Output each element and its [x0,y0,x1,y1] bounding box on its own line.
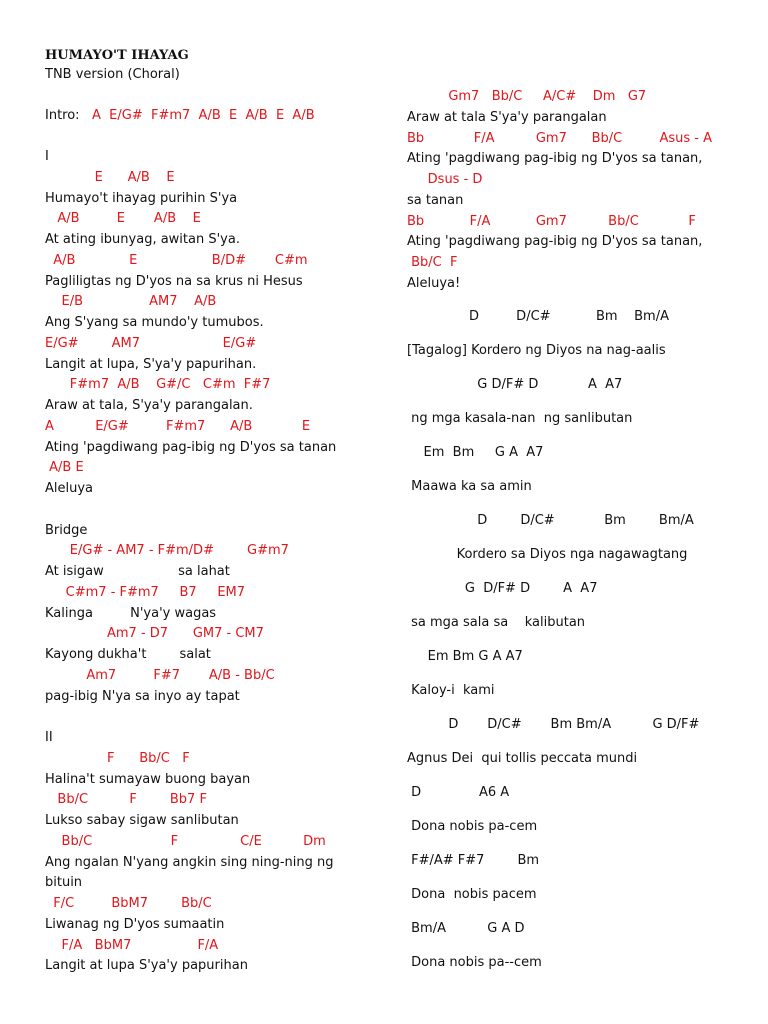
chord-line: Bb/C F C/E Dm [45,833,326,849]
chord-line: F#m7 A/B G#/C C#m F#7 [45,377,271,393]
chord-line: F/A BbM7 F/A [45,937,219,953]
chord-line: Dsus - D [407,172,483,187]
lyric-line: Langit at lupa S'ya'y papurihan [45,958,248,974]
lyric-line: Dona nobis pa-cem [407,819,538,834]
chord-line: Gm7 Bb/C A/C# Dm G7 [407,89,647,104]
lyric-line: sa tanan [407,192,464,208]
chord-line: E/G# AM7 E/G# [45,335,257,351]
lyric-line: Ang S'yang sa mundo'y tumubos. [45,315,264,330]
chord-line: A/B E [45,460,84,476]
lyric-line: D D/C# Bm Bm/A G D/F# [407,717,700,732]
lyric-line: G D/F# D A A7 [407,377,623,392]
chord-line: A E/G# F#m7 A/B E [45,418,311,434]
lyric-line: Em Bm G A A7 [407,649,523,664]
lyric-line: At isigaw sa lahat [45,564,230,579]
lyric-line: Halina't sumayaw buong bayan [45,771,251,787]
lyric-line: Ating 'pagdiwang pag-ibig ng D'yos sa tanan, [407,234,703,250]
chord-line: C#m7 - F#m7 B7 EM7 [45,584,246,600]
lyric-line: Bm/A G A D [407,921,525,936]
chord-line: Bb/C F Bb7 F [45,792,207,808]
chord-line: E/G# - AM7 - F#m/D# G#m7 [45,543,289,559]
lyric-line: Dona nobis pa--cem [407,955,542,970]
chord-line: F Bb/C F [45,750,190,766]
lyric-line: Araw at tala, S'ya'y parangalan. [45,398,253,413]
lyric-line: Ang ngalan N'yang angkin sing ning-ning ng [45,854,334,870]
lyric-line: Agnus Dei qui tollis peccata mundi [407,751,638,766]
lyric-line: Pagliligtas ng D'yos na sa krus ni Hesus [45,273,303,289]
lyric-line: F#/A# F#7 Bm [407,853,540,868]
song-title: HUMAYO'T IHAYAG [45,48,189,63]
lyric-line: Kordero sa Diyos nga nagawagtang [407,547,688,562]
lyric-line: ng mga kasala-nan ng sanlibutan [407,411,633,426]
lyric-line: Em Bm G A A7 [407,445,544,460]
lyric-line: Dona nobis pacem [407,887,537,902]
intro-chords: A E/G# F#m7 A/B E A/B E A/B [92,108,315,123]
lyric-line: D D/C# Bm Bm/A [407,513,694,528]
lyric-line: sa mga sala sa kalibutan [407,615,586,630]
lyric-line: D D/C# Bm Bm/A [407,309,669,324]
lyric-line: Ating 'pagdiwang pag-ibig ng D'yos sa tanan [45,439,337,455]
lyric-line: Liwanag ng D'yos sumaatin [45,916,225,932]
lyric-line: pag-ibig N'ya sa inyo ay tapat [45,688,240,704]
lyric-line: Maawa ka sa amin [407,479,532,494]
lyric-line: Ating 'pagdiwang pag-ibig ng D'yos sa tanan, [407,151,703,167]
chord-line: A/B E A/B E [45,211,201,227]
lyric-line: bituin [45,875,83,891]
intro-label: Intro: [45,108,80,123]
chord-line: E/B AM7 A/B [45,294,217,310]
lyric-line: At ating ibunyag, awitan S'ya. [45,232,240,247]
lyric-line: I [45,149,49,164]
chord-line: Bb F/A Gm7 Bb/C Asus - A [407,130,712,146]
lyric-line: Bridge [45,522,88,538]
song-version: TNB version (Choral) [45,67,180,82]
chord-line: Am7 - D7 GM7 - CM7 [45,626,264,642]
lyric-line: Kayong dukha't salat [45,647,211,662]
lyric-line: Lukso sabay sigaw sanlibutan [45,813,239,828]
chord-line: Am7 F#7 A/B - Bb/C [45,667,275,683]
lyric-line: Langit at lupa, S'ya'y papurihan. [45,356,257,372]
lyric-line: G D/F# D A A7 [407,581,598,596]
lyric-line: Aleluya [45,481,94,496]
lyric-line: Araw at tala S'ya'y parangalan [407,109,607,125]
chord-line: A/B E B/D# C#m [45,252,308,268]
chord-line: Bb/C F [407,255,458,270]
lyric-line: Kaloy-i kami [407,683,495,698]
lyric-line: Kalinga N'ya'y wagas [45,605,217,621]
lyric-line: Humayo't ihayag purihin S'ya [45,190,238,206]
chord-line: Bb F/A Gm7 Bb/C F [407,213,696,229]
chord-line: F/C BbM7 Bb/C [45,896,212,911]
lyric-line: II [45,730,53,745]
lyric-line: Aleluya! [407,275,461,291]
chord-line: E A/B E [45,169,175,185]
lyric-line: D A6 A [407,785,510,800]
lyric-line: [Tagalog] Kordero ng Diyos na nag-aalis [407,343,666,358]
